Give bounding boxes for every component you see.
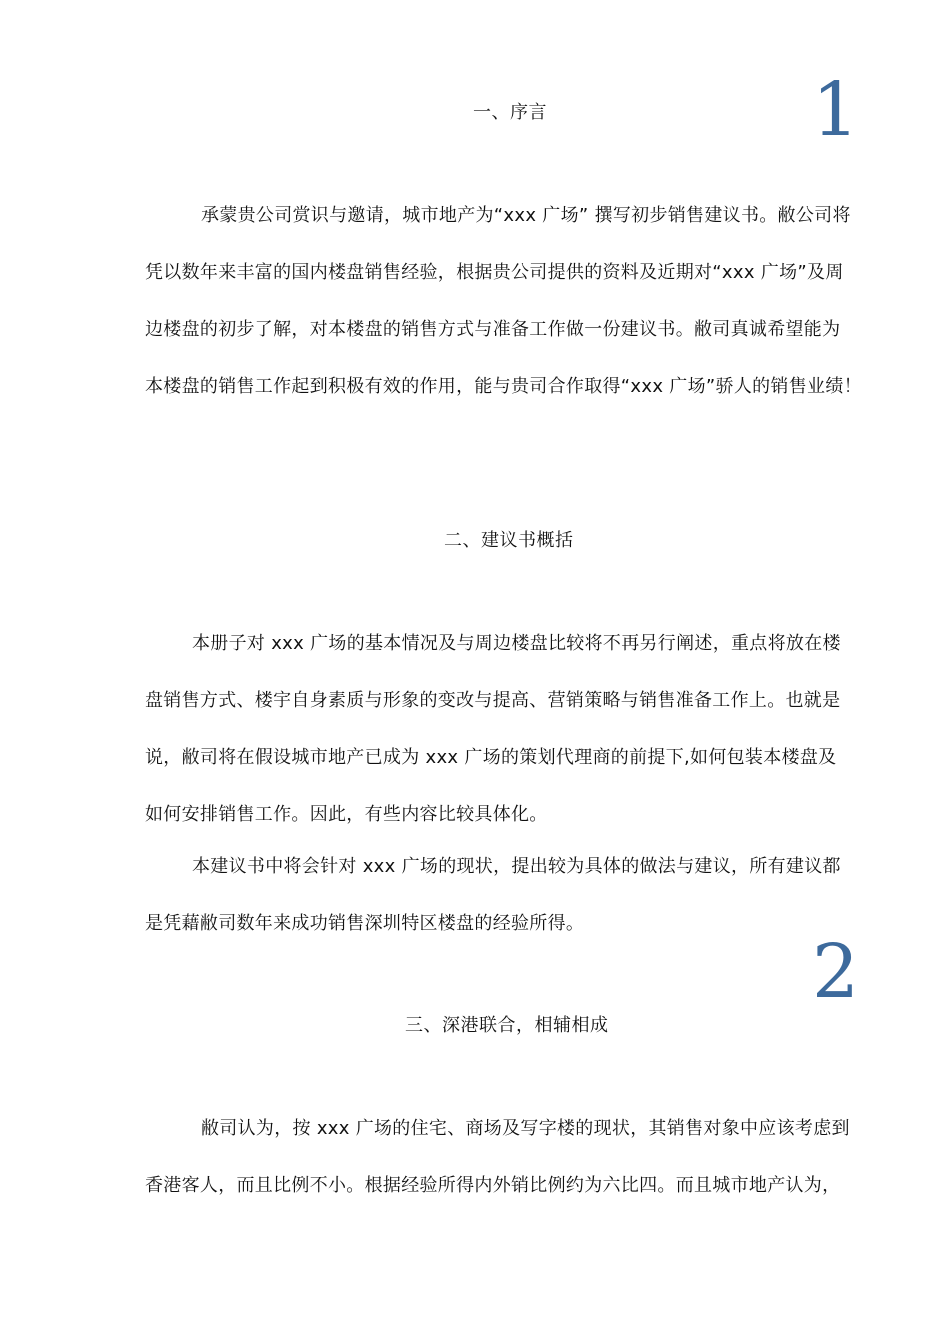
section-heading-summary: 二、建议书概括 bbox=[444, 530, 574, 551]
paragraph-line: 承蒙贵公司赏识与邀请，城市地产为“xxx 广场” 撰写初步销售建议书。敝公司将 bbox=[201, 205, 851, 226]
paragraph-line: 敝司认为，按 xxx 广场的住宅、商场及写字楼的现状，其销售对象中应该考虑到 bbox=[201, 1118, 850, 1139]
paragraph-line: 说，敝司将在假设城市地产已成为 xxx 广场的策划代理商的前提下,如何包装本楼盘及 bbox=[145, 747, 837, 768]
paragraph-line: 边楼盘的初步了解，对本楼盘的销售方式与准备工作做一份建议书。敝司真诚希望能为 bbox=[145, 319, 841, 340]
paragraph-line: 盘销售方式、楼宇自身素质与形象的变改与提高、营销策略与销售准备工作上。也就是 bbox=[145, 690, 841, 711]
paragraph-line: 是凭藉敝司数年来成功销售深圳特区楼盘的经验所得。 bbox=[145, 913, 585, 934]
paragraph-line: 凭以数年来丰富的国内楼盘销售经验，根据贵公司提供的资料及近期对“xxx 广场”及周 bbox=[145, 262, 844, 283]
page-number-1: 1 bbox=[812, 67, 860, 153]
page-number-2: 2 bbox=[812, 929, 860, 1015]
section-heading-preface: 一、序言 bbox=[473, 102, 547, 123]
section-heading-shenzhen-hongkong: 三、深港联合，相辅相成 bbox=[405, 1015, 609, 1036]
paragraph-line: 本楼盘的销售工作起到积极有效的作用，能与贵司合作取得“xxx 广场”骄人的销售业绩！ bbox=[145, 376, 862, 397]
paragraph-line: 如何安排销售工作。因此，有些内容比较具体化。 bbox=[145, 804, 548, 825]
paragraph-line: 本建议书中将会针对 xxx 广场的现状，提出较为具体的做法与建议，所有建议都 bbox=[192, 856, 841, 877]
paragraph-line: 香港客人，而且比例不小。根据经验所得内外销比例约为六比四。而且城市地产认为， bbox=[145, 1175, 841, 1196]
paragraph-line: 本册子对 xxx 广场的基本情况及与周边楼盘比较将不再另行阐述，重点将放在楼 bbox=[192, 633, 841, 654]
